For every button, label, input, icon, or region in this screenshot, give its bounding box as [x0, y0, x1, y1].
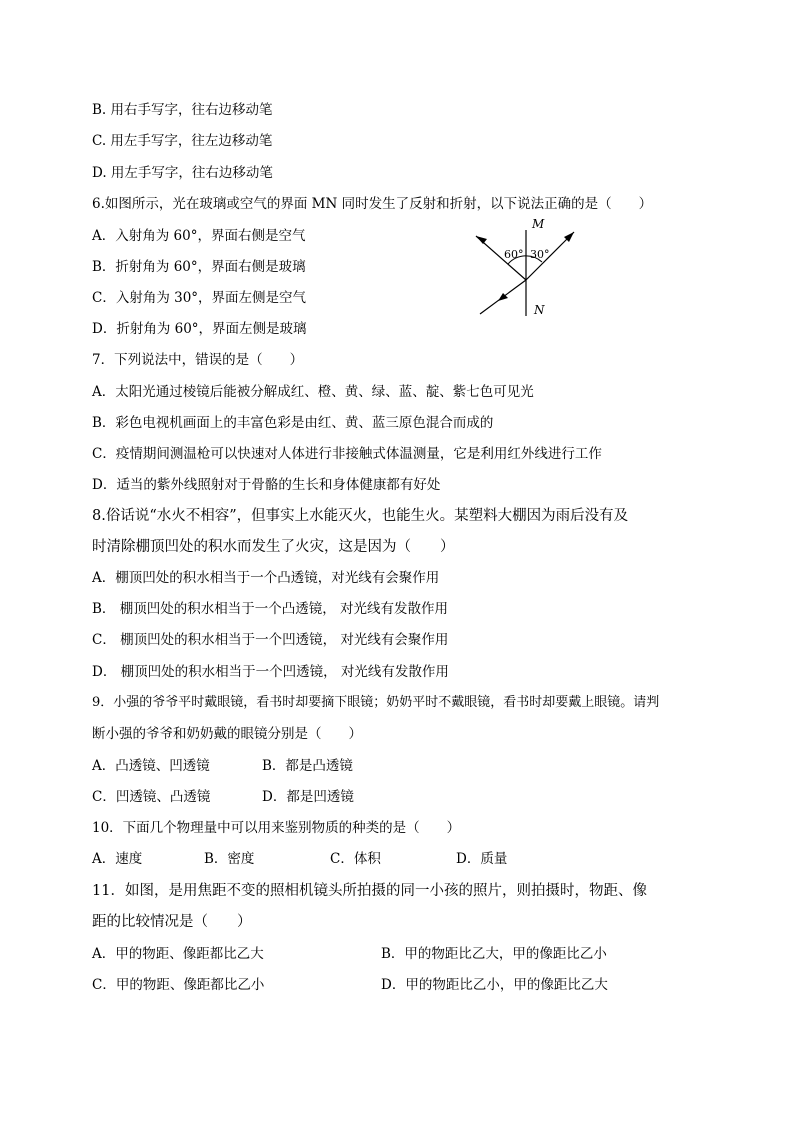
- q6-option-c: C．入射角为 30°，界面左侧是空气: [92, 290, 307, 306]
- q6-option-b: B．折射角为 60°，界面右侧是玻璃: [92, 259, 306, 275]
- q9-stem-line2: 断小强的爷爷和奶奶戴的眼镜分别是（ ）: [92, 726, 362, 742]
- q10-option-d: D．质量: [456, 851, 508, 867]
- q11-stem-line2: 距的比较情况是（ ）: [92, 914, 252, 930]
- q11-option-b: B．甲的物距比乙大，甲的像距比乙小: [381, 946, 607, 962]
- q7-option-b: B．彩色电视机画面上的丰富色彩是由红、黄、蓝三原色混合而成的: [92, 415, 494, 431]
- q7-option-c: C．疫情期间测温枪可以快速对人体进行非接触式体温测量，它是利用红外线进行工作: [92, 446, 602, 462]
- q10-option-a: A．速度: [92, 851, 143, 867]
- q7-stem: 7．下列说法中，错误的是（ ）: [92, 352, 304, 368]
- label-n: N: [534, 303, 545, 317]
- q9-option-a: A．凸透镜、凹透镜: [92, 758, 210, 774]
- q6-option-a: A．入射角为 60°，界面右侧是空气: [92, 228, 306, 244]
- q6-option-d: D．折射角为 60°，界面左侧是玻璃: [92, 321, 307, 337]
- q11-option-d: D．甲的物距比乙小，甲的像距比乙大: [381, 977, 608, 993]
- q11-option-c: C．甲的物距、像距都比乙小: [92, 977, 265, 993]
- q5-option-b: B. 用右手写字，往右边移动笔: [92, 102, 273, 118]
- angle-label-right: 30°: [530, 248, 550, 261]
- q7-option-d: D．适当的紫外线照射对于骨骼的生长和身体健康都有好处: [92, 477, 441, 493]
- q8-option-c: C． 棚顶凹处的积水相当于一个凹透镜， 对光线有会聚作用: [92, 632, 449, 648]
- q10-option-b: B．密度: [204, 851, 255, 867]
- q9-option-d: D．都是凹透镜: [262, 789, 354, 805]
- angle-label-left: 60°: [504, 248, 524, 261]
- q11-stem-line1: 11．如图，是用焦距不变的照相机镜头所拍摄的同一小孩的照片，则拍摄时，物距、像: [92, 883, 647, 899]
- q8-option-a: A．棚顶凹处的积水相当于一个凸透镜，对光线有会聚作用: [92, 570, 440, 586]
- q10-stem: 10．下面几个物理量中可以用来鉴别物质的种类的是（ ）: [92, 820, 461, 836]
- arrow-upper-left-icon: [476, 236, 487, 244]
- q10-option-c: C．体积: [330, 851, 381, 867]
- q5-option-d: D. 用左手写字，往右边移动笔: [92, 165, 273, 181]
- q6-light-refraction-diagram: [468, 218, 580, 320]
- q8-stem-line1: 8.俗话说“水火不相容”，但事实上水能灭火，也能生火。某塑料大棚因为雨后没有及: [92, 508, 629, 524]
- q8-option-b: B． 棚顶凹处的积水相当于一个凸透镜， 对光线有发散作用: [92, 601, 449, 617]
- q8-stem-line2: 时清除棚顶凹处的积水而发生了火灾，这是因为（ ）: [92, 539, 455, 555]
- q5-option-c: C. 用左手写字，往左边移动笔: [92, 133, 273, 149]
- label-m: M: [532, 218, 545, 231]
- q9-option-c: C．凹透镜、凸透镜: [92, 789, 211, 805]
- q6-stem: 6.如图所示，光在玻璃或空气的界面 MN 同时发生了反射和折射，以下说法正确的是（ ）: [92, 196, 653, 212]
- q8-option-d: D． 棚顶凹处的积水相当于一个凹透镜， 对光线有发散作用: [92, 664, 449, 680]
- q11-option-a: A．甲的物距、像距都比乙大: [92, 946, 264, 962]
- q7-option-a: A．太阳光通过棱镜后能被分解成红、橙、黄、绿、蓝、靛、紫七色可见光: [92, 384, 534, 400]
- q9-stem-line1: 9．小强的爷爷平时戴眼镜，看书时却要摘下眼镜；奶奶平时不戴眼镜，看书时却要戴上眼镜。请判: [92, 695, 660, 710]
- q9-option-b: B．都是凸透镜: [262, 758, 353, 774]
